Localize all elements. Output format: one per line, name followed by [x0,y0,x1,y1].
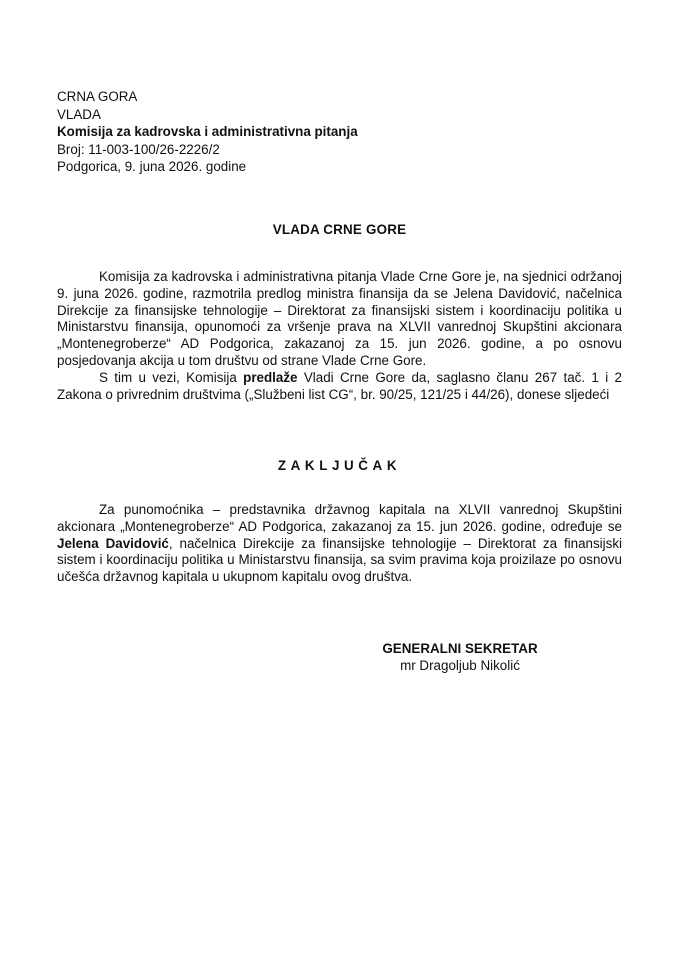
country-line: CRNA GORA [57,89,138,104]
signature-block [360,640,560,674]
conclusion-paragraph [57,502,622,586]
conclusion-section [57,502,622,586]
intro-paragraph-1: Komisija za kadrovska i administrativna pitanja Vlade Crne Gore je, na sjednici održanoj 9. juna 2026. godine, razmotrila predlog ministra finansija da se Jelena Davidović, načelnica Direkcije za finansijske tehnologije – Direktorat za finansijski sistem i koordinaciju politika u Ministarstvu finansija, opunomoći za vršenje prava na XLVII vanrednoj Skupštini akcionara „Montenegroberze“ AD Podgorica, zakazanoj za 15. jun 2026. godine, a po osnovu posjedovanja akcija u tom društvu od strane Vlade Crne Gore. [57,269,622,368]
government-line: VLADA [57,106,101,122]
commission-line: Komisija za kadrovska i administrativna pitanja [57,124,358,139]
conclusion-start: Za punomoćnika – predstavnika državnog kapitala na XLVII vanrednoj Skupštini akcionara „Montenegroberze“ AD Podgorica, zakazanoj za 15. jun 2026. godine, određuje se [57,502,622,534]
reference-number: Broj: 11-003-100/26-2226/2 [57,141,220,157]
intro-paragraph-2-end: Vladi Crne Gore da, saglasno članu 267 tač. 1 i 2 Zakona o privrednim društvima („Službeni list CG“, br. 90/25, 121/25 i 44/26), donese sljedeći [57,369,622,402]
addressee: VLADA CRNE GORE [272,222,407,237]
document-header [57,88,358,176]
conclusion-end: , načelnica Direkcije za finansijske tehnologije – Direktorat za finansijski sistem i koordinaciju politika u Ministarstvu finansija, sa svim pravima koja proizilaze po osnovu učešća državnog kapitala u ukupnom kapitalu ovog društva. [57,535,622,585]
conclusion-heading: ZAKLJUČAK [277,458,402,473]
intro-paragraph-2-emphasis: predlaže [243,369,298,385]
signature-name: mr Dragoljub Nikolić [400,658,520,673]
intro-paragraph-2 [57,370,622,404]
conclusion-appointee: Jelena Davidović [57,535,169,551]
intro-paragraph-2-start: S tim u vezi, Komisija [99,369,244,385]
place-date: Podgorica, 9. juna 2026. godine [57,159,247,174]
signature-title: GENERALNI SEKRETAR [382,641,538,656]
intro-section [57,269,622,403]
